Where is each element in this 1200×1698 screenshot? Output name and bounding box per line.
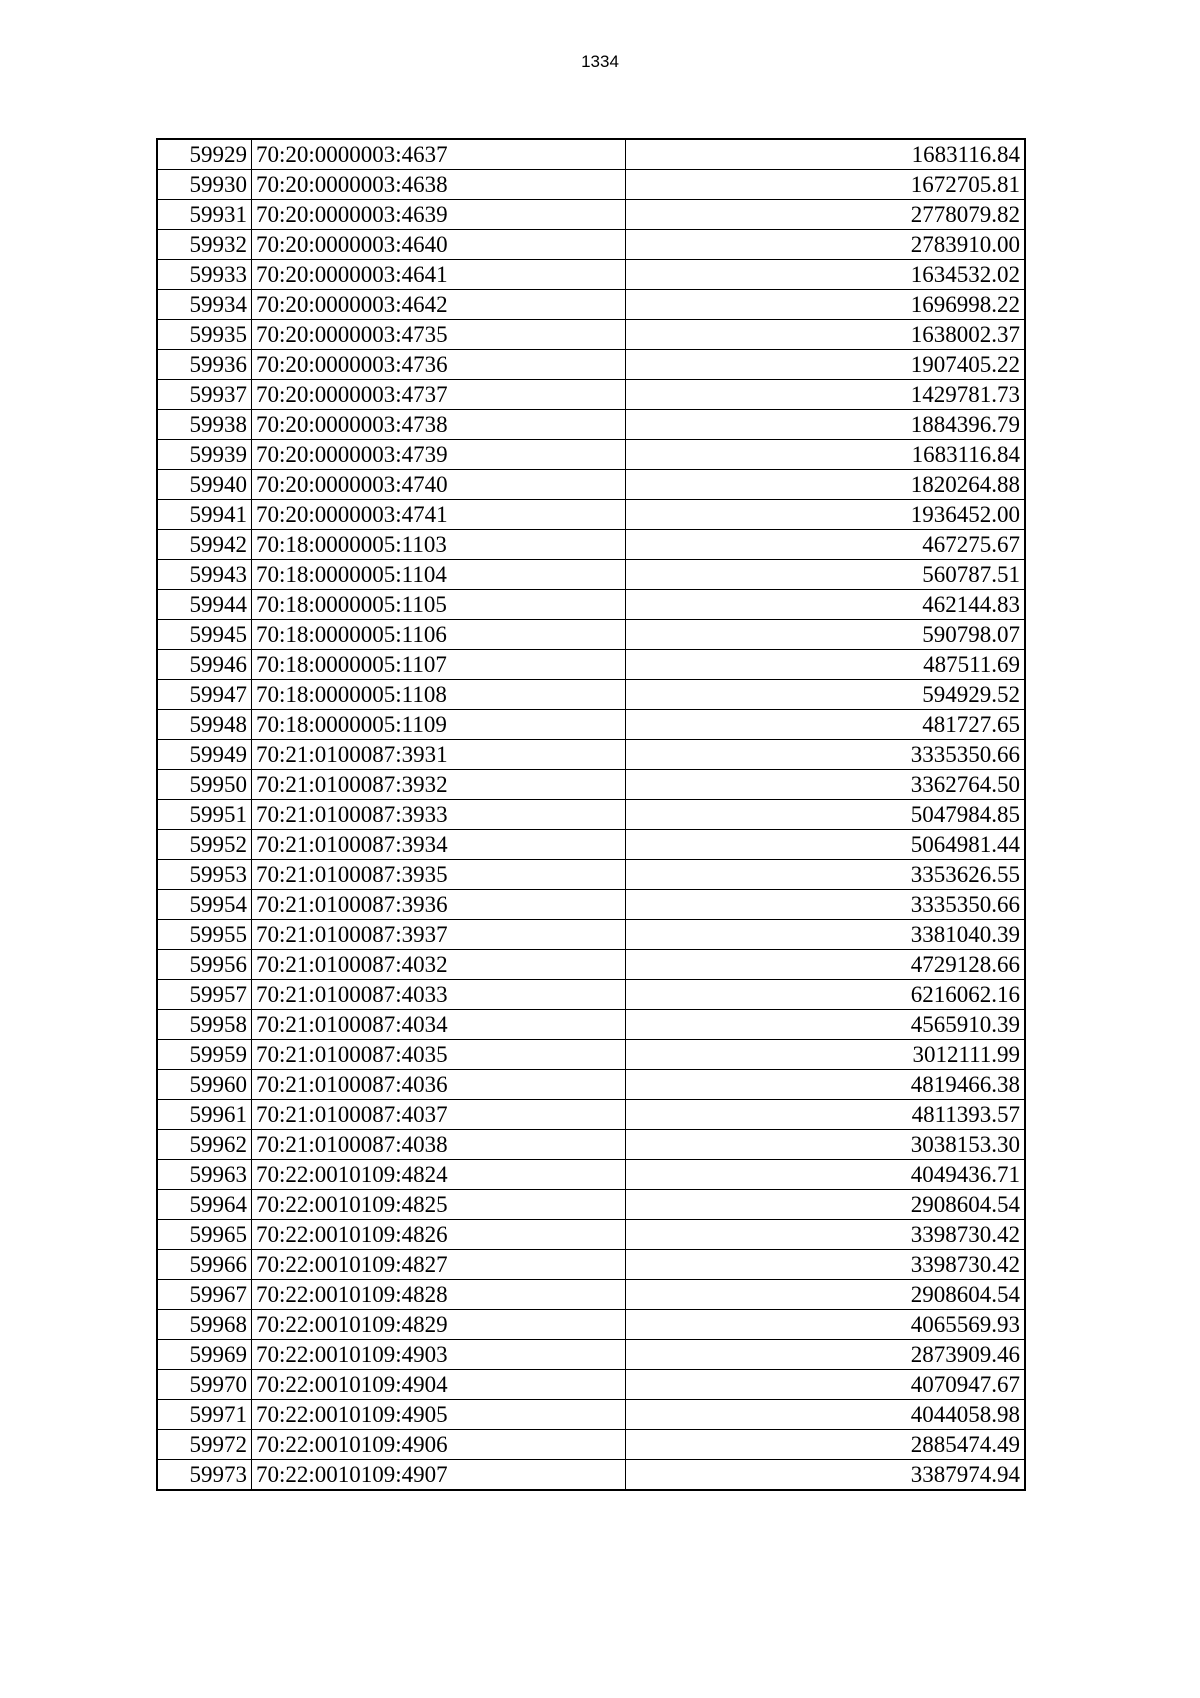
table-row	[157, 260, 1025, 290]
table-row	[157, 980, 1025, 1010]
row-number-cell: 59969	[157, 1340, 252, 1370]
cadastral-value-cell: 481727.65	[626, 710, 1026, 740]
table-row	[157, 950, 1025, 980]
cadastral-value-cell: 3398730.42	[626, 1220, 1026, 1250]
cadastral-value-cell: 3381040.39	[626, 920, 1026, 950]
table-row	[157, 650, 1025, 680]
table-row	[157, 860, 1025, 890]
cadastral-number-cell: 70:22:0010109:4828	[252, 1280, 626, 1310]
cadastral-value-cell: 3387974.94	[626, 1460, 1026, 1491]
row-number-cell: 59965	[157, 1220, 252, 1250]
cadastral-number-cell: 70:22:0010109:4903	[252, 1340, 626, 1370]
row-number-cell: 59961	[157, 1100, 252, 1130]
cadastral-number-cell: 70:21:0100087:4034	[252, 1010, 626, 1040]
row-number-cell: 59968	[157, 1310, 252, 1340]
table-row	[157, 1190, 1025, 1220]
row-number-cell: 59940	[157, 470, 252, 500]
row-number-cell: 59931	[157, 200, 252, 230]
row-number-cell: 59962	[157, 1130, 252, 1160]
cadastral-value-cell: 1907405.22	[626, 350, 1026, 380]
cadastral-value-cell: 3335350.66	[626, 890, 1026, 920]
cadastral-number-cell: 70:20:0000003:4640	[252, 230, 626, 260]
page-number: 1334	[581, 52, 619, 71]
cadastral-value-cell: 2885474.49	[626, 1430, 1026, 1460]
cadastral-number-cell: 70:21:0100087:4038	[252, 1130, 626, 1160]
cadastral-number-cell: 70:21:0100087:3935	[252, 860, 626, 890]
row-number-cell: 59954	[157, 890, 252, 920]
row-number-cell: 59973	[157, 1460, 252, 1491]
table-row	[157, 740, 1025, 770]
cadastral-number-cell: 70:20:0000003:4740	[252, 470, 626, 500]
cadastral-value-cell: 3398730.42	[626, 1250, 1026, 1280]
row-number-cell: 59972	[157, 1430, 252, 1460]
row-number-cell: 59953	[157, 860, 252, 890]
cadastral-value-cell: 3353626.55	[626, 860, 1026, 890]
cadastral-value-cell: 1696998.22	[626, 290, 1026, 320]
table-row	[157, 530, 1025, 560]
cadastral-number-cell: 70:18:0000005:1107	[252, 650, 626, 680]
cadastral-value-cell: 1672705.81	[626, 170, 1026, 200]
row-number-cell: 59945	[157, 620, 252, 650]
cadastral-number-cell: 70:20:0000003:4638	[252, 170, 626, 200]
table-row	[157, 139, 1025, 170]
table-row	[157, 1100, 1025, 1130]
table-body	[157, 139, 1025, 1490]
cadastral-value-cell: 4729128.66	[626, 950, 1026, 980]
table-row	[157, 620, 1025, 650]
table-row	[157, 1130, 1025, 1160]
row-number-cell: 59944	[157, 590, 252, 620]
cadastral-value-cell: 4811393.57	[626, 1100, 1026, 1130]
table-row	[157, 230, 1025, 260]
cadastral-number-cell: 70:20:0000003:4639	[252, 200, 626, 230]
table-row	[157, 1040, 1025, 1070]
row-number-cell: 59948	[157, 710, 252, 740]
table-row	[157, 440, 1025, 470]
cadastral-number-cell: 70:21:0100087:4036	[252, 1070, 626, 1100]
cadastral-number-cell: 70:20:0000003:4637	[252, 139, 626, 170]
cadastral-number-cell: 70:22:0010109:4827	[252, 1250, 626, 1280]
cadastral-number-cell: 70:22:0010109:4825	[252, 1190, 626, 1220]
cadastral-number-cell: 70:20:0000003:4735	[252, 320, 626, 350]
row-number-cell: 59958	[157, 1010, 252, 1040]
cadastral-value-cell: 1884396.79	[626, 410, 1026, 440]
cadastral-value-cell: 3362764.50	[626, 770, 1026, 800]
cadastral-value-cell: 4565910.39	[626, 1010, 1026, 1040]
table-row	[157, 1460, 1025, 1491]
cadastral-value-cell: 1429781.73	[626, 380, 1026, 410]
table-row	[157, 1430, 1025, 1460]
cadastral-value-cell: 4065569.93	[626, 1310, 1026, 1340]
row-number-cell: 59951	[157, 800, 252, 830]
cadastral-number-cell: 70:20:0000003:4737	[252, 380, 626, 410]
row-number-cell: 59934	[157, 290, 252, 320]
cadastral-number-cell: 70:18:0000005:1105	[252, 590, 626, 620]
cadastral-value-cell: 1683116.84	[626, 139, 1026, 170]
cadastral-value-cell: 590798.07	[626, 620, 1026, 650]
cadastral-value-cell: 1936452.00	[626, 500, 1026, 530]
table-row	[157, 1280, 1025, 1310]
row-number-cell: 59952	[157, 830, 252, 860]
cadastral-value-cell: 2783910.00	[626, 230, 1026, 260]
cadastral-value-cell: 3335350.66	[626, 740, 1026, 770]
row-number-cell: 59970	[157, 1370, 252, 1400]
cadastral-number-cell: 70:18:0000005:1103	[252, 530, 626, 560]
cadastral-number-cell: 70:21:0100087:3931	[252, 740, 626, 770]
cadastral-number-cell: 70:21:0100087:3932	[252, 770, 626, 800]
table-row	[157, 590, 1025, 620]
table-row	[157, 920, 1025, 950]
table-row	[157, 680, 1025, 710]
cadastral-value-cell: 2873909.46	[626, 1340, 1026, 1370]
table-row	[157, 1250, 1025, 1280]
cadastral-value-cell: 2778079.82	[626, 200, 1026, 230]
cadastral-number-cell: 70:22:0010109:4829	[252, 1310, 626, 1340]
table-row	[157, 410, 1025, 440]
table-row	[157, 1370, 1025, 1400]
table-row	[157, 560, 1025, 590]
cadastral-value-cell: 487511.69	[626, 650, 1026, 680]
cadastral-value-cell: 4819466.38	[626, 1070, 1026, 1100]
row-number-cell: 59950	[157, 770, 252, 800]
cadastral-number-cell: 70:21:0100087:4033	[252, 980, 626, 1010]
row-number-cell: 59960	[157, 1070, 252, 1100]
cadastral-number-cell: 70:21:0100087:4032	[252, 950, 626, 980]
cadastral-number-cell: 70:18:0000005:1106	[252, 620, 626, 650]
table-row	[157, 1010, 1025, 1040]
cadastral-value-cell: 2908604.54	[626, 1280, 1026, 1310]
cadastral-number-cell: 70:22:0010109:4826	[252, 1220, 626, 1250]
cadastral-value-cell: 4044058.98	[626, 1400, 1026, 1430]
table-row	[157, 320, 1025, 350]
table-row	[157, 1310, 1025, 1340]
cadastral-number-cell: 70:20:0000003:4741	[252, 500, 626, 530]
cadastral-number-cell: 70:18:0000005:1104	[252, 560, 626, 590]
cadastral-value-cell: 4070947.67	[626, 1370, 1026, 1400]
table-row	[157, 500, 1025, 530]
cadastral-number-cell: 70:22:0010109:4906	[252, 1430, 626, 1460]
cadastral-number-cell: 70:21:0100087:3937	[252, 920, 626, 950]
table-row	[157, 1070, 1025, 1100]
row-number-cell: 59967	[157, 1280, 252, 1310]
row-number-cell: 59930	[157, 170, 252, 200]
cadastral-number-cell: 70:20:0000003:4738	[252, 410, 626, 440]
cadastral-number-cell: 70:18:0000005:1108	[252, 680, 626, 710]
row-number-cell: 59935	[157, 320, 252, 350]
cadastral-value-cell: 1683116.84	[626, 440, 1026, 470]
table-row	[157, 170, 1025, 200]
cadastral-value-cell: 3012111.99	[626, 1040, 1026, 1070]
table-row	[157, 290, 1025, 320]
row-number-cell: 59971	[157, 1400, 252, 1430]
cadastral-number-cell: 70:20:0000003:4739	[252, 440, 626, 470]
row-number-cell: 59955	[157, 920, 252, 950]
table-row	[157, 770, 1025, 800]
table-row	[157, 890, 1025, 920]
cadastral-value-cell: 5047984.85	[626, 800, 1026, 830]
cadastral-number-cell: 70:20:0000003:4641	[252, 260, 626, 290]
row-number-cell: 59949	[157, 740, 252, 770]
row-number-cell: 59941	[157, 500, 252, 530]
cadastral-value-cell: 4049436.71	[626, 1160, 1026, 1190]
row-number-cell: 59936	[157, 350, 252, 380]
table-row	[157, 1340, 1025, 1370]
cadastral-number-cell: 70:21:0100087:3933	[252, 800, 626, 830]
cadastral-value-cell: 1820264.88	[626, 470, 1026, 500]
cadastral-value-cell: 5064981.44	[626, 830, 1026, 860]
row-number-cell: 59956	[157, 950, 252, 980]
table-row	[157, 470, 1025, 500]
cadastral-value-cell: 1638002.37	[626, 320, 1026, 350]
row-number-cell: 59957	[157, 980, 252, 1010]
table-row	[157, 830, 1025, 860]
row-number-cell: 59929	[157, 139, 252, 170]
table-row	[157, 200, 1025, 230]
row-number-cell: 59966	[157, 1250, 252, 1280]
table-row	[157, 380, 1025, 410]
row-number-cell: 59964	[157, 1190, 252, 1220]
cadastral-value-cell: 2908604.54	[626, 1190, 1026, 1220]
table-row	[157, 1160, 1025, 1190]
cadastral-value-cell: 594929.52	[626, 680, 1026, 710]
cadastral-number-cell: 70:22:0010109:4824	[252, 1160, 626, 1190]
cadastral-number-cell: 70:21:0100087:3936	[252, 890, 626, 920]
table-row	[157, 1400, 1025, 1430]
row-number-cell: 59963	[157, 1160, 252, 1190]
cadastral-number-cell: 70:22:0010109:4904	[252, 1370, 626, 1400]
row-number-cell: 59943	[157, 560, 252, 590]
cadastral-number-cell: 70:21:0100087:4035	[252, 1040, 626, 1070]
cadastral-value-cell: 560787.51	[626, 560, 1026, 590]
cadastral-value-cell: 1634532.02	[626, 260, 1026, 290]
table-row	[157, 1220, 1025, 1250]
row-number-cell: 59959	[157, 1040, 252, 1070]
row-number-cell: 59932	[157, 230, 252, 260]
cadastral-number-cell: 70:22:0010109:4905	[252, 1400, 626, 1430]
row-number-cell: 59938	[157, 410, 252, 440]
table-row	[157, 800, 1025, 830]
row-number-cell: 59939	[157, 440, 252, 470]
row-number-cell: 59946	[157, 650, 252, 680]
cadastral-value-cell: 6216062.16	[626, 980, 1026, 1010]
cadastral-number-cell: 70:20:0000003:4736	[252, 350, 626, 380]
cadastral-value-cell: 3038153.30	[626, 1130, 1026, 1160]
cadastral-number-cell: 70:20:0000003:4642	[252, 290, 626, 320]
cadastral-number-cell: 70:21:0100087:3934	[252, 830, 626, 860]
row-number-cell: 59933	[157, 260, 252, 290]
row-number-cell: 59947	[157, 680, 252, 710]
cadastral-value-table	[156, 138, 1026, 1491]
cadastral-number-cell: 70:18:0000005:1109	[252, 710, 626, 740]
cadastral-number-cell: 70:22:0010109:4907	[252, 1460, 626, 1491]
row-number-cell: 59937	[157, 380, 252, 410]
cadastral-value-cell: 462144.83	[626, 590, 1026, 620]
cadastral-value-cell: 467275.67	[626, 530, 1026, 560]
cadastral-number-cell: 70:21:0100087:4037	[252, 1100, 626, 1130]
table-row	[157, 350, 1025, 380]
row-number-cell: 59942	[157, 530, 252, 560]
table-row	[157, 710, 1025, 740]
